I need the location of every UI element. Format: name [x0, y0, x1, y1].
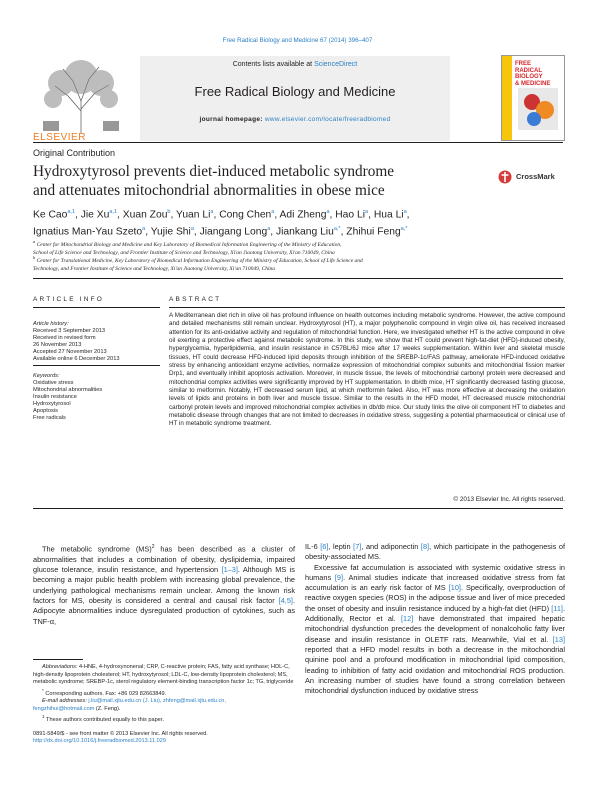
author-affiliation-marker[interactable]: a,* [400, 226, 408, 233]
equal-contribution-note: These authors contributed equally to this paper. [44, 717, 164, 724]
reference-link[interactable]: [13] [552, 634, 565, 644]
author-name[interactable]: Yuan Li [176, 209, 211, 221]
author-name[interactable]: Ke Cao [33, 209, 68, 221]
email-label: E-mail addresses: [42, 698, 87, 705]
authors-line: Ke Cao$^{a,1}$, Jie Xu$^{a,1}$, Xuan Zou$^b$, Yuan Li$^a$, Cong Chen$^a$, Adi Zheng$^a$, Hao Li$^a$, Hua Li$^a$, [33, 209, 410, 221]
article-type: Original Contribution [33, 148, 116, 158]
email-link[interactable]: j.liu@mail.xjtu.edu.cn (J. Liu), [86, 698, 164, 705]
author-affiliation-marker[interactable]: a [326, 209, 330, 215]
reference-link[interactable]: [7] [353, 542, 362, 551]
footnote-marker: 1 [42, 714, 45, 720]
reference-link[interactable]: [1–3] [221, 565, 238, 575]
journal-title: Free Radical Biology and Medicine [194, 84, 396, 99]
homepage-link[interactable]: www.elsevier.com/locate/freeradbiomed [264, 116, 391, 123]
body-text: Excessive fat accumulation is associated with systemic oxidative stress in humans [305, 562, 565, 582]
body-text: . Adipocyte abnormalities induce dysregulated production of cytokines, such as TNF-α, [33, 595, 295, 626]
contents-line [140, 61, 450, 68]
body-text: . Animal studies indicate that increased oxidative stress from fat accumulation is an early risk factor of MS [305, 572, 565, 593]
corresponding-author-note: Corresponding authors. Fax: +86 029 82663849. [43, 690, 167, 697]
crossmark-label: CrossMark [516, 172, 555, 181]
author-affiliation-marker[interactable]: a [210, 209, 214, 215]
cover-band [502, 56, 512, 140]
abbreviations-label: Abbreviations: [42, 664, 78, 670]
author-name[interactable]: Cong Chen [219, 209, 272, 221]
issn-line: 0891-5849/$ - see front matter © 2013 Elsevier Inc. All rights reserved. [33, 731, 208, 737]
abstract-bottom-rule [33, 508, 563, 509]
affiliation-marker: a [33, 239, 36, 244]
cover-line: FREE [515, 61, 532, 67]
journal-citation[interactable]: Free Radical Biology and Medicine 67 (2014) 396–407 [222, 37, 373, 44]
crossmark-icon [498, 170, 512, 184]
copyright-notice: © 2013 Elsevier Inc. All rights reserved. [453, 496, 565, 503]
journal-homepage [140, 116, 450, 123]
cover-title [515, 61, 550, 87]
affiliation-text: Technology, and Frontier Institute of Science and Technology, Xi'an Jiaotong University, Xi'an 710049, China [33, 266, 276, 273]
doi-link[interactable]: http://dx.doi.org/10.1016/j.freeradbiomed.2013.11.029 [33, 738, 166, 745]
history-list [33, 328, 163, 363]
abstract-text: A Mediterranean diet rich in olive oil has profound influence on health outcomes including metabolic syndrome. However, the active compound and detailed mechanisms still remain unclear. Hydroxytyrosol (HT), a major polyphenolic compound in virgin olive oil, has received increased attention for its anti-oxidative activity and regulation of mitochondrial function. Here, we investigated whether HT is the active compound in olive oil exerting a protective effect against metabolic syndrome. In this study, we show that HT could prevent high-fat-diet (HFD)-induced obesity, hyperglycemia, hyperlipidemia, and insulin resistance in C57BL/6J mice after 17 weeks supplementation. Within liver and skeletal muscle tissues, HT could decrease HFD-induced lipid deposits through inhibition of the SREBP-1c/FAS pathway, ameliorate HFD-induced oxidative stress by enhancing antioxidant enzyme activities, normalize expression of mitochondrial complex subunits and mitochondrial fission marker Drp1, and eventually inhibit apoptosis activation. Moreover, in muscle tissue, the levels of mitochondrial carbonyl protein were decreased and mitochondrial complex activities were significantly improved by HT supplementation. In db/db mice, HT significantly decreased fasting glucose, similar to metformin. Notably, HT decreased serum lipid, at which metformin failed. Also, HT was more effective at decreasing the oxidation levels of lipids and proteins in both liver and muscle tissue. Similar to the results in the HFD model, HT decreased muscle mitochondrial carbonyl protein levels and improved mitochondrial complex activities in db/db mice. Our study links the olive oil component HT to diabetes and metabolic disease through changes that are not limited to decreases in oxidative stress, suggesting a potential pharmaceutical or clinical use of HT in metabolic syndrome treatment. [169, 312, 565, 428]
author-affiliation-marker[interactable]: a,* [333, 226, 341, 233]
history-label: Article history: [33, 321, 69, 327]
reference-link[interactable]: [12] [401, 614, 414, 624]
body-text: reported that a HFD model results in both a decrease in the mitochondrial quinine pool and a profound modification in mitochondrial lipid composition, leading to inhibition of fatty acid oxidation and mitochondrial ROS production. An increasing number of studies have found a strong correlation between mitochondrial dysfunction induced by oxidative stress [305, 644, 565, 696]
author-affiliation-marker[interactable]: a [190, 226, 194, 233]
keyword-item: Apoptosis [33, 408, 58, 415]
body-text: The metabolic syndrome (MS) [42, 544, 152, 554]
body-text: have demonstrated that impaired hepatic mitochondrial dysfunction precedes the development of nonalcoholic fatty liver disease and insulin resistance in OLETF rats. Meanwhile, Vial et al. [305, 614, 565, 644]
author-name[interactable]: Zhihui Feng [346, 226, 401, 238]
author-name[interactable]: Adi Zheng [279, 209, 327, 221]
reference-link[interactable]: [8] [420, 542, 430, 551]
sciencedirect-link[interactable]: ScienceDirect [314, 61, 358, 68]
journal-cover[interactable] [501, 55, 565, 141]
title-line: Hydroxytyrosol prevents diet-induced metabolic syndrome [33, 163, 395, 180]
email-link[interactable]: zhfeng@mail.xjtu.edu.cn, [163, 698, 226, 705]
info-rule [33, 307, 160, 308]
affiliation-marker: b [33, 255, 36, 260]
author-affiliation-marker[interactable]: b [167, 209, 171, 215]
keyword-item: Oxidative stress [33, 379, 74, 386]
keyword-item: Mitochondrial abnormalities [33, 386, 103, 393]
body-column-left [33, 542, 295, 627]
author-list [33, 205, 563, 240]
keywords-list [33, 380, 163, 423]
body-text: , and adiponectin [361, 542, 421, 551]
article-info-heading: ARTICLE INFO [33, 296, 105, 303]
author-name[interactable]: Hao Li [335, 209, 366, 221]
affiliation-text: Center for Mitochondrial Biology and Medicine and Key Laboratory of Biomedical Information Engineering of the Ministry of Education, [36, 241, 342, 248]
affiliation-text: School of Life Science and Technology, and Frontier Institute of Science and Technology, Xi'an Jiaotong University, Xi'an 710049, China [33, 250, 335, 257]
affiliation-text: Center for Translational Medicine, Key Laboratory of Biomedical Information Engineering of the Ministry of Education, School of Life Science and [36, 257, 363, 264]
abstract-heading: ABSTRACT [169, 296, 222, 303]
author-name[interactable]: Yujie Shi [150, 226, 191, 238]
keyword-item: Insulin resistance [33, 393, 77, 400]
footnotes [33, 664, 295, 725]
title-line: and attenuates mitochondrial abnormalities in obese mice [33, 181, 385, 199]
keywords-label: Keywords: [33, 372, 60, 379]
body-text: IL-6 [305, 542, 321, 551]
publisher-wordmark: ELSEVIER [33, 132, 86, 143]
body-text: , which participate in the pathogenesis of obesity-associated MS. [305, 542, 565, 562]
history-entry: Available online 6 December 2013 [33, 356, 120, 363]
history-entry: Received in revised form [33, 335, 96, 342]
email-suffix: (Z. Feng). [94, 705, 121, 712]
author-affiliation-marker[interactable]: a,1 [67, 209, 76, 215]
article-info [33, 321, 163, 422]
abstract-rule [169, 307, 565, 308]
reference-link[interactable]: [10] [448, 583, 461, 593]
email-link[interactable]: fengzhihui@hotmail.com [33, 705, 95, 712]
body-text: . Additionally, Rector et al. [305, 603, 565, 624]
history-entry: 26 November 2013 [33, 342, 82, 349]
reference-link[interactable]: [6] [320, 542, 329, 551]
affiliation-b [33, 254, 563, 273]
reference-link[interactable]: [9] [334, 572, 344, 582]
body-text: , leptin [328, 542, 354, 551]
body-text: has been described as a cluster of abnormalities that includes a combination of obesity, dyslipidemia, impaired glucose tolerance, insulin resistance, and hypertension [33, 544, 295, 575]
author-affiliation-marker[interactable]: a,1 [109, 209, 118, 215]
cover-line: & MEDICINE [515, 80, 551, 87]
history-entry: Received 3 September 2013 [33, 328, 106, 335]
keyword-item: Hydroxytyrosol [33, 400, 71, 407]
body-text: . Specifically, overproduction of reactive oxygen species (ROS) in the adipose tissue and liver of mice preceded the onset of obesity and insulin resistance induced by a high-fat diet (HFD) [305, 583, 565, 613]
reference-link[interactable]: [11] [551, 603, 563, 613]
abbreviations-text: 4-HNE, 4-hydroxynonenal; CRP, C-reactive protein; FAS, fatty acid synthase; HDL-C, high-density lipoprotein cholesterol; HT, hydroxytyrosol; LDL-C, low-density lipoprotein cholesterol; MS, metabolic syndrome; SREBP-1c, sterol regulatory element-binding transcription factor 1c; TG, triglyceride [33, 664, 294, 686]
homepage-label: journal homepage: [199, 116, 265, 123]
elsevier-tree-logo [33, 47, 129, 141]
info-divider [33, 365, 160, 366]
footnote-marker: * [42, 687, 44, 693]
footnote-marker[interactable]: 2 [151, 544, 155, 550]
author-affiliation-marker[interactable]: a [403, 209, 407, 215]
history-entry: Accepted 27 November 2013 [33, 349, 107, 356]
keyword-item: Free radicals [33, 415, 66, 422]
author-name[interactable]: Xuan Zou [122, 209, 168, 221]
crossmark-badge[interactable] [498, 170, 578, 184]
author-name[interactable]: Hua Li [373, 209, 404, 221]
cover-image [518, 88, 558, 130]
header-rule [33, 278, 563, 279]
issn-doi-block [33, 731, 295, 746]
author-affiliation-marker[interactable]: a [271, 209, 275, 215]
footnote-rule [33, 659, 83, 660]
author-name[interactable]: Ignatius Man-Yau Szeto [33, 226, 143, 238]
cover-line: RADICAL [515, 67, 542, 74]
author-affiliation-marker[interactable]: a [267, 226, 271, 233]
contents-prefix: Contents lists available at [232, 61, 315, 68]
cover-line: BIOLOGY [515, 74, 543, 80]
reference-link[interactable]: [4,5] [278, 595, 293, 605]
author-affiliation-marker[interactable]: a [365, 209, 369, 215]
body-column-right [305, 542, 565, 696]
masthead-rule [33, 142, 563, 143]
author-affiliation-marker[interactable]: a [142, 226, 146, 233]
body-text: . Although MS is becoming a major public health problem with increasing global prevalence, the underlying pathological mechanisms remain unclear. Among the known risk factors for MS, obesity is considered a central and causal risk factor [33, 565, 295, 605]
article-title [33, 163, 478, 200]
author-name[interactable]: Jiankang Liu [276, 226, 334, 238]
author-name[interactable]: Jiangang Long [199, 226, 268, 238]
author-name[interactable]: Jie Xu [80, 209, 110, 221]
authors-line: Ignatius Man-Yau Szeto$^a$, Yujie Shi$^a$, Jiangang Long$^a$, Jiankang Liu$^{a,*}$, Zhihui Feng$^{a,*}$ [33, 226, 408, 238]
